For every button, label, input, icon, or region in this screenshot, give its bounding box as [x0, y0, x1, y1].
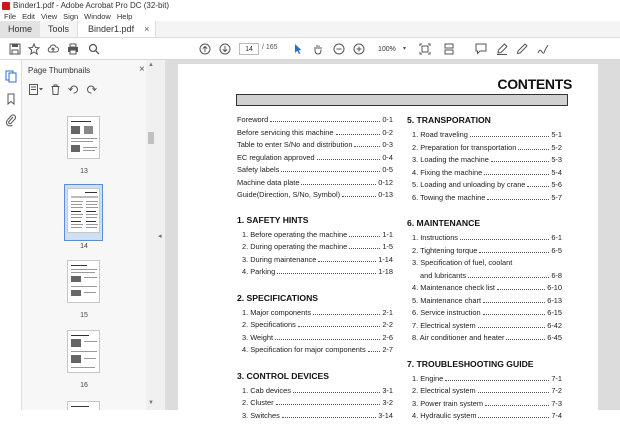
zoom-out-icon[interactable]	[332, 42, 346, 56]
page-total: / 165	[262, 44, 278, 51]
toc-leader-dots	[336, 129, 381, 135]
toc-entry-page: 1-5	[382, 242, 393, 251]
toc-entry[interactable]	[412, 233, 562, 243]
toc-entry-label: 3. Power train system	[412, 398, 484, 408]
toc-leader-dots	[301, 179, 376, 185]
heading-band	[236, 94, 568, 106]
toc-leader-dots	[484, 169, 549, 175]
menu-sign[interactable]: Sign	[63, 11, 79, 21]
toc-entry-page: 0-12	[378, 177, 393, 187]
zoom-in-icon[interactable]	[352, 42, 366, 56]
toc-entry-label: 1. Before operating the machine	[242, 229, 348, 239]
toc-entry-label: 4. Parking	[242, 267, 276, 276]
toc-entry-label: 3. Weight	[242, 332, 274, 342]
menu-edit[interactable]: Edit	[22, 11, 36, 21]
toc-leader-dots	[445, 375, 549, 381]
toc-entry[interactable]	[242, 308, 393, 318]
toc-leader-dots	[368, 346, 381, 352]
toc-entry-page: 2-2	[382, 320, 393, 329]
thumbnail-list	[22, 102, 146, 410]
scroll-mode-icon[interactable]	[442, 42, 456, 56]
page-thumbnail[interactable]	[67, 260, 100, 303]
toc-entry-label: 7. Electrical system	[412, 320, 476, 330]
bookmarks-icon[interactable]	[5, 93, 17, 105]
toc-entry[interactable]	[237, 115, 393, 125]
toc-entry-page: 6-8	[551, 270, 562, 280]
close-tab-icon[interactable]: ×	[144, 24, 150, 34]
toc-entry-label: 3. Specification of fuel, coolant	[412, 258, 513, 267]
tab-document[interactable]	[77, 21, 156, 37]
toc-entry-page: 0-1	[382, 115, 393, 124]
toc-section-title[interactable]: 5. TRANSPORATION	[407, 115, 491, 125]
toc-leader-dots	[479, 247, 549, 253]
toc-section-title[interactable]: 6. MAINTENANCE	[407, 218, 481, 228]
menu-window[interactable]: Window	[84, 11, 111, 21]
toc-entry-label: 1. Road traveling	[412, 130, 468, 139]
close-panel-icon[interactable]: ×	[139, 64, 145, 75]
menu-file[interactable]: File	[4, 11, 17, 21]
thumbnails-panel	[22, 60, 156, 410]
toc-entry[interactable]	[242, 411, 393, 421]
toc-entry[interactable]	[242, 242, 393, 252]
toc-section-title[interactable]: 1. SAFETY HINTS	[237, 214, 309, 225]
toc-entry-label: 1. Instructions	[412, 233, 459, 242]
toc-entry-page: 3-2	[382, 398, 393, 407]
toc-entry-page: 6-13	[547, 295, 562, 305]
toc-entry[interactable]	[412, 321, 562, 331]
toc-entry-page: 0-3	[382, 140, 393, 149]
toc-entry[interactable]	[412, 130, 562, 140]
toc-entry-page: 2-7	[382, 345, 393, 354]
toc-entry[interactable]	[412, 143, 562, 153]
toc-leader-dots	[527, 181, 549, 187]
toc-leader-dots	[342, 191, 376, 197]
toc-entry-page: 2-6	[382, 332, 393, 342]
toc-entry-label: 3. Switches	[242, 410, 280, 420]
panel-title: Page Thumbnails	[28, 66, 91, 75]
page-heading: CONTENTS	[497, 76, 572, 92]
toc-entry-page: 3-14	[378, 410, 393, 420]
toc-leader-dots	[277, 268, 376, 274]
toc-entry[interactable]	[412, 258, 562, 268]
toc-entry[interactable]	[237, 165, 393, 175]
scroll-down-icon[interactable]: ▼	[148, 400, 154, 406]
toc-entry-page: 0-2	[382, 127, 393, 137]
toc-entry[interactable]	[412, 155, 562, 165]
toc-entry[interactable]	[412, 180, 562, 190]
toc-entry[interactable]	[412, 308, 562, 318]
toc-leader-dots	[478, 387, 550, 393]
toc-leader-dots	[276, 399, 381, 405]
toc-entry-label: 8. Air conditioner and heater	[412, 333, 505, 342]
toc-leader-dots	[506, 334, 545, 340]
toc-entry-label: 2. Cluster	[242, 398, 274, 407]
toc-entry-label: 2. During operating the machine	[242, 242, 348, 251]
toc-entry-label: and lubricants	[420, 270, 467, 280]
toc-entry-label: 3. Loading the machine	[412, 155, 489, 164]
toc-entry[interactable]	[412, 386, 562, 396]
toc-section-title[interactable]: 3. CONTROL DEVICES	[237, 370, 330, 381]
toc-entry-page: 0-5	[382, 165, 393, 174]
toc-entry-page: 5-4	[551, 167, 562, 177]
toc-leader-dots	[270, 116, 380, 122]
tab-document-label: Binder1.pdf	[88, 24, 135, 34]
attachments-icon[interactable]	[5, 114, 17, 126]
toc-entry-page: 6-1	[551, 233, 562, 242]
toc-entry-label: 2. Electrical system	[412, 386, 476, 395]
toc-entry[interactable]	[237, 190, 393, 200]
zoom-dropdown-icon[interactable]: ▾	[403, 46, 407, 52]
toc-entry-label: 3. During maintenance	[242, 254, 317, 264]
toc-entry-label: 1. Cab devices	[242, 385, 291, 395]
title-bar	[0, 0, 620, 11]
toc-leader-dots	[491, 156, 549, 162]
toc-leader-dots	[354, 141, 380, 147]
upload-cloud-icon[interactable]	[46, 42, 60, 56]
toc-entry-label: Before servicing this machine	[237, 127, 334, 137]
toc-entry-label: 5. Maintenance chart	[412, 295, 482, 305]
toc-leader-dots	[460, 234, 549, 240]
rotate-clockwise-icon[interactable]	[86, 84, 97, 98]
zoom-level-select[interactable]: 100%	[378, 45, 396, 53]
print-icon[interactable]	[66, 42, 80, 56]
toc-entry-page: 7-1	[551, 373, 562, 383]
toc-entry-page: 5-7	[551, 192, 562, 202]
toc-leader-dots	[349, 231, 380, 237]
menu-view[interactable]: View	[41, 11, 58, 21]
toc-entry-label: 6. Service instruction	[412, 308, 481, 317]
toc-entry[interactable]	[420, 271, 562, 281]
toc-entry-page: 5-3	[551, 155, 562, 164]
toc-leader-dots	[349, 243, 380, 249]
toc-entry-label: 1. Major components	[242, 307, 312, 317]
panel-collapse-handle[interactable]	[156, 60, 166, 410]
toc-entry-page: 7-2	[551, 386, 562, 395]
hand-tool-icon[interactable]	[311, 42, 325, 56]
toc-entry-label: 4. Hydraulic system	[412, 411, 477, 420]
tab-home[interactable]: Home	[0, 21, 40, 37]
toc-leader-dots	[293, 387, 380, 393]
toc-entry[interactable]	[242, 386, 393, 396]
toc-entry[interactable]	[242, 230, 393, 240]
bookmark-star-icon[interactable]	[27, 42, 41, 56]
toc-leader-dots	[275, 334, 380, 340]
next-page-icon[interactable]	[218, 42, 232, 56]
page-thumbnail[interactable]	[67, 116, 100, 159]
toc-entry-label: 4. Fixing the machine	[412, 167, 483, 177]
toc-entry-page: 0-13	[378, 190, 393, 199]
scrollbar-thumb[interactable]	[148, 132, 154, 144]
toc-entry-page: 1-1	[382, 229, 393, 239]
toc-entry-page: 6-45	[547, 333, 562, 342]
thumbnail-options-icon[interactable]	[29, 84, 43, 98]
menu-bar	[0, 11, 620, 21]
page-fit-icon[interactable]	[418, 42, 432, 56]
toc-entry[interactable]	[237, 128, 393, 138]
toc-entry-page: 6-15	[547, 308, 562, 317]
toc-entry-page: 7-3	[551, 398, 562, 408]
toc-section-title[interactable]: 7. TROUBLESHOOTING GUIDE	[407, 358, 534, 369]
page-thumbnail[interactable]	[67, 330, 100, 373]
toc-entry[interactable]	[242, 333, 393, 343]
thumbnail-page-number: 16	[80, 382, 88, 389]
toc-entry-label: 4. Maintenance check list	[412, 283, 495, 292]
toc-entry[interactable]	[412, 296, 562, 306]
highlight-pen-icon[interactable]	[495, 42, 509, 56]
toc-entry[interactable]	[242, 398, 393, 408]
document-page	[178, 64, 598, 424]
toc-section-title[interactable]: 2. SPECIFICATIONS	[237, 292, 319, 303]
toc-leader-dots	[282, 412, 376, 418]
toc-entry-label: Safety labels	[237, 165, 280, 174]
page-thumbnail[interactable]	[67, 188, 100, 233]
thumbnail-page-number: 13	[80, 168, 88, 175]
toc-entry[interactable]	[412, 399, 562, 409]
toc-entry-page: 5-1	[551, 130, 562, 139]
toc-entry[interactable]	[237, 153, 393, 163]
toc-entry[interactable]	[412, 168, 562, 178]
toc-entry-page: 7-4	[551, 411, 562, 420]
toc-leader-dots	[518, 144, 549, 150]
toc-entry-label: Guide(Direction, S/No, Symbol)	[237, 190, 341, 199]
toc-entry-page: 6-5	[551, 245, 562, 255]
menu-help[interactable]: Help	[116, 11, 133, 21]
tab-tools[interactable]: Tools	[48, 24, 70, 34]
toc-leader-dots	[487, 194, 549, 200]
select-cursor-icon[interactable]	[291, 42, 305, 56]
toc-entry-label: 4. Specification for major components	[242, 345, 366, 354]
toc-entry[interactable]	[412, 246, 562, 256]
toc-entry-page: 5-6	[551, 180, 562, 189]
thumbnail-scrollbar[interactable]	[146, 60, 156, 410]
toc-leader-dots	[483, 297, 545, 303]
sign-icon[interactable]	[536, 42, 550, 56]
toolbar	[0, 38, 620, 60]
page-number-input[interactable]: 14	[239, 43, 259, 55]
toc-entry-page: 1-14	[378, 254, 393, 264]
toc-entry-label: 2. Preparation for transportation	[412, 142, 517, 152]
toc-entry-label: 2. Specifications	[242, 320, 296, 329]
toc-entry-page: 6-42	[547, 320, 562, 330]
toc-entry[interactable]	[242, 267, 393, 277]
toc-entry[interactable]	[242, 320, 393, 330]
panel-toolbar	[22, 82, 156, 100]
toc-entry-page: 3-1	[382, 385, 393, 395]
toc-leader-dots	[497, 284, 545, 290]
toc-entry[interactable]	[412, 411, 562, 421]
toc-entry-label: Machine data plate	[237, 177, 300, 187]
previous-page-icon[interactable]	[198, 42, 212, 56]
toc-leader-dots	[318, 256, 376, 262]
delete-page-icon[interactable]	[50, 84, 61, 98]
toc-entry-page: 1-18	[378, 267, 393, 276]
toc-entry-label: 2. Tightening torque	[412, 245, 478, 255]
toc-leader-dots	[478, 412, 549, 418]
toc-leader-dots	[298, 321, 380, 327]
toc-entry[interactable]	[412, 333, 562, 343]
toc-entry[interactable]	[237, 140, 393, 150]
toc-leader-dots	[478, 322, 546, 328]
toc-leader-dots	[485, 400, 549, 406]
toc-entry[interactable]	[412, 374, 562, 384]
draw-icon[interactable]	[515, 42, 529, 56]
left-rail	[0, 60, 22, 410]
search-icon[interactable]	[87, 42, 101, 56]
collapse-arrow-icon[interactable]: ◂	[158, 233, 162, 240]
toc-entry[interactable]	[412, 193, 562, 203]
toc-entry[interactable]	[242, 345, 393, 355]
toc-entry-page: 6-10	[547, 283, 562, 292]
rotate-counterclockwise-icon[interactable]	[68, 84, 79, 98]
toc-entry-label: 5. Loading and unloading by crane	[412, 180, 526, 189]
toc-entry[interactable]	[412, 283, 562, 293]
toc-leader-dots	[313, 309, 380, 315]
toc-entry-page: 5-2	[551, 142, 562, 152]
thumbnail-page-number: 15	[80, 312, 88, 319]
toc-entry[interactable]	[237, 178, 393, 188]
page-thumbnails-icon[interactable]	[5, 70, 17, 82]
toc-entry-page: 2-1	[382, 307, 393, 317]
toc-entry-label: Table to enter S/No and distribution	[237, 140, 353, 149]
toc-entry-label: EC regulation approved	[237, 152, 315, 162]
toc-entry-page: 0-4	[382, 152, 393, 162]
toc-leader-dots	[483, 309, 546, 315]
toc-leader-dots	[281, 166, 380, 172]
toc-leader-dots	[470, 131, 549, 137]
toc-entry-label: 1. Engine	[412, 373, 444, 383]
save-icon[interactable]	[8, 42, 22, 56]
document-view[interactable]	[166, 60, 620, 420]
toc-entry-label: 6. Towing the machine	[412, 192, 486, 202]
toc-leader-dots	[317, 154, 381, 160]
comment-icon[interactable]	[474, 42, 488, 56]
thumbnail-page-number: 14	[80, 243, 88, 250]
toc-entry-label: Foreword	[237, 115, 269, 124]
acrobat-logo-icon	[2, 2, 10, 10]
page-thumbnail[interactable]	[67, 401, 100, 410]
toc-leader-dots	[468, 272, 549, 278]
tab-bar	[0, 21, 620, 38]
window-title: Binder1.pdf - Adobe Acrobat Pro DC (32-bit)	[13, 1, 170, 10]
scroll-up-icon[interactable]: ▲	[148, 62, 154, 68]
toc-entry[interactable]	[242, 255, 393, 265]
